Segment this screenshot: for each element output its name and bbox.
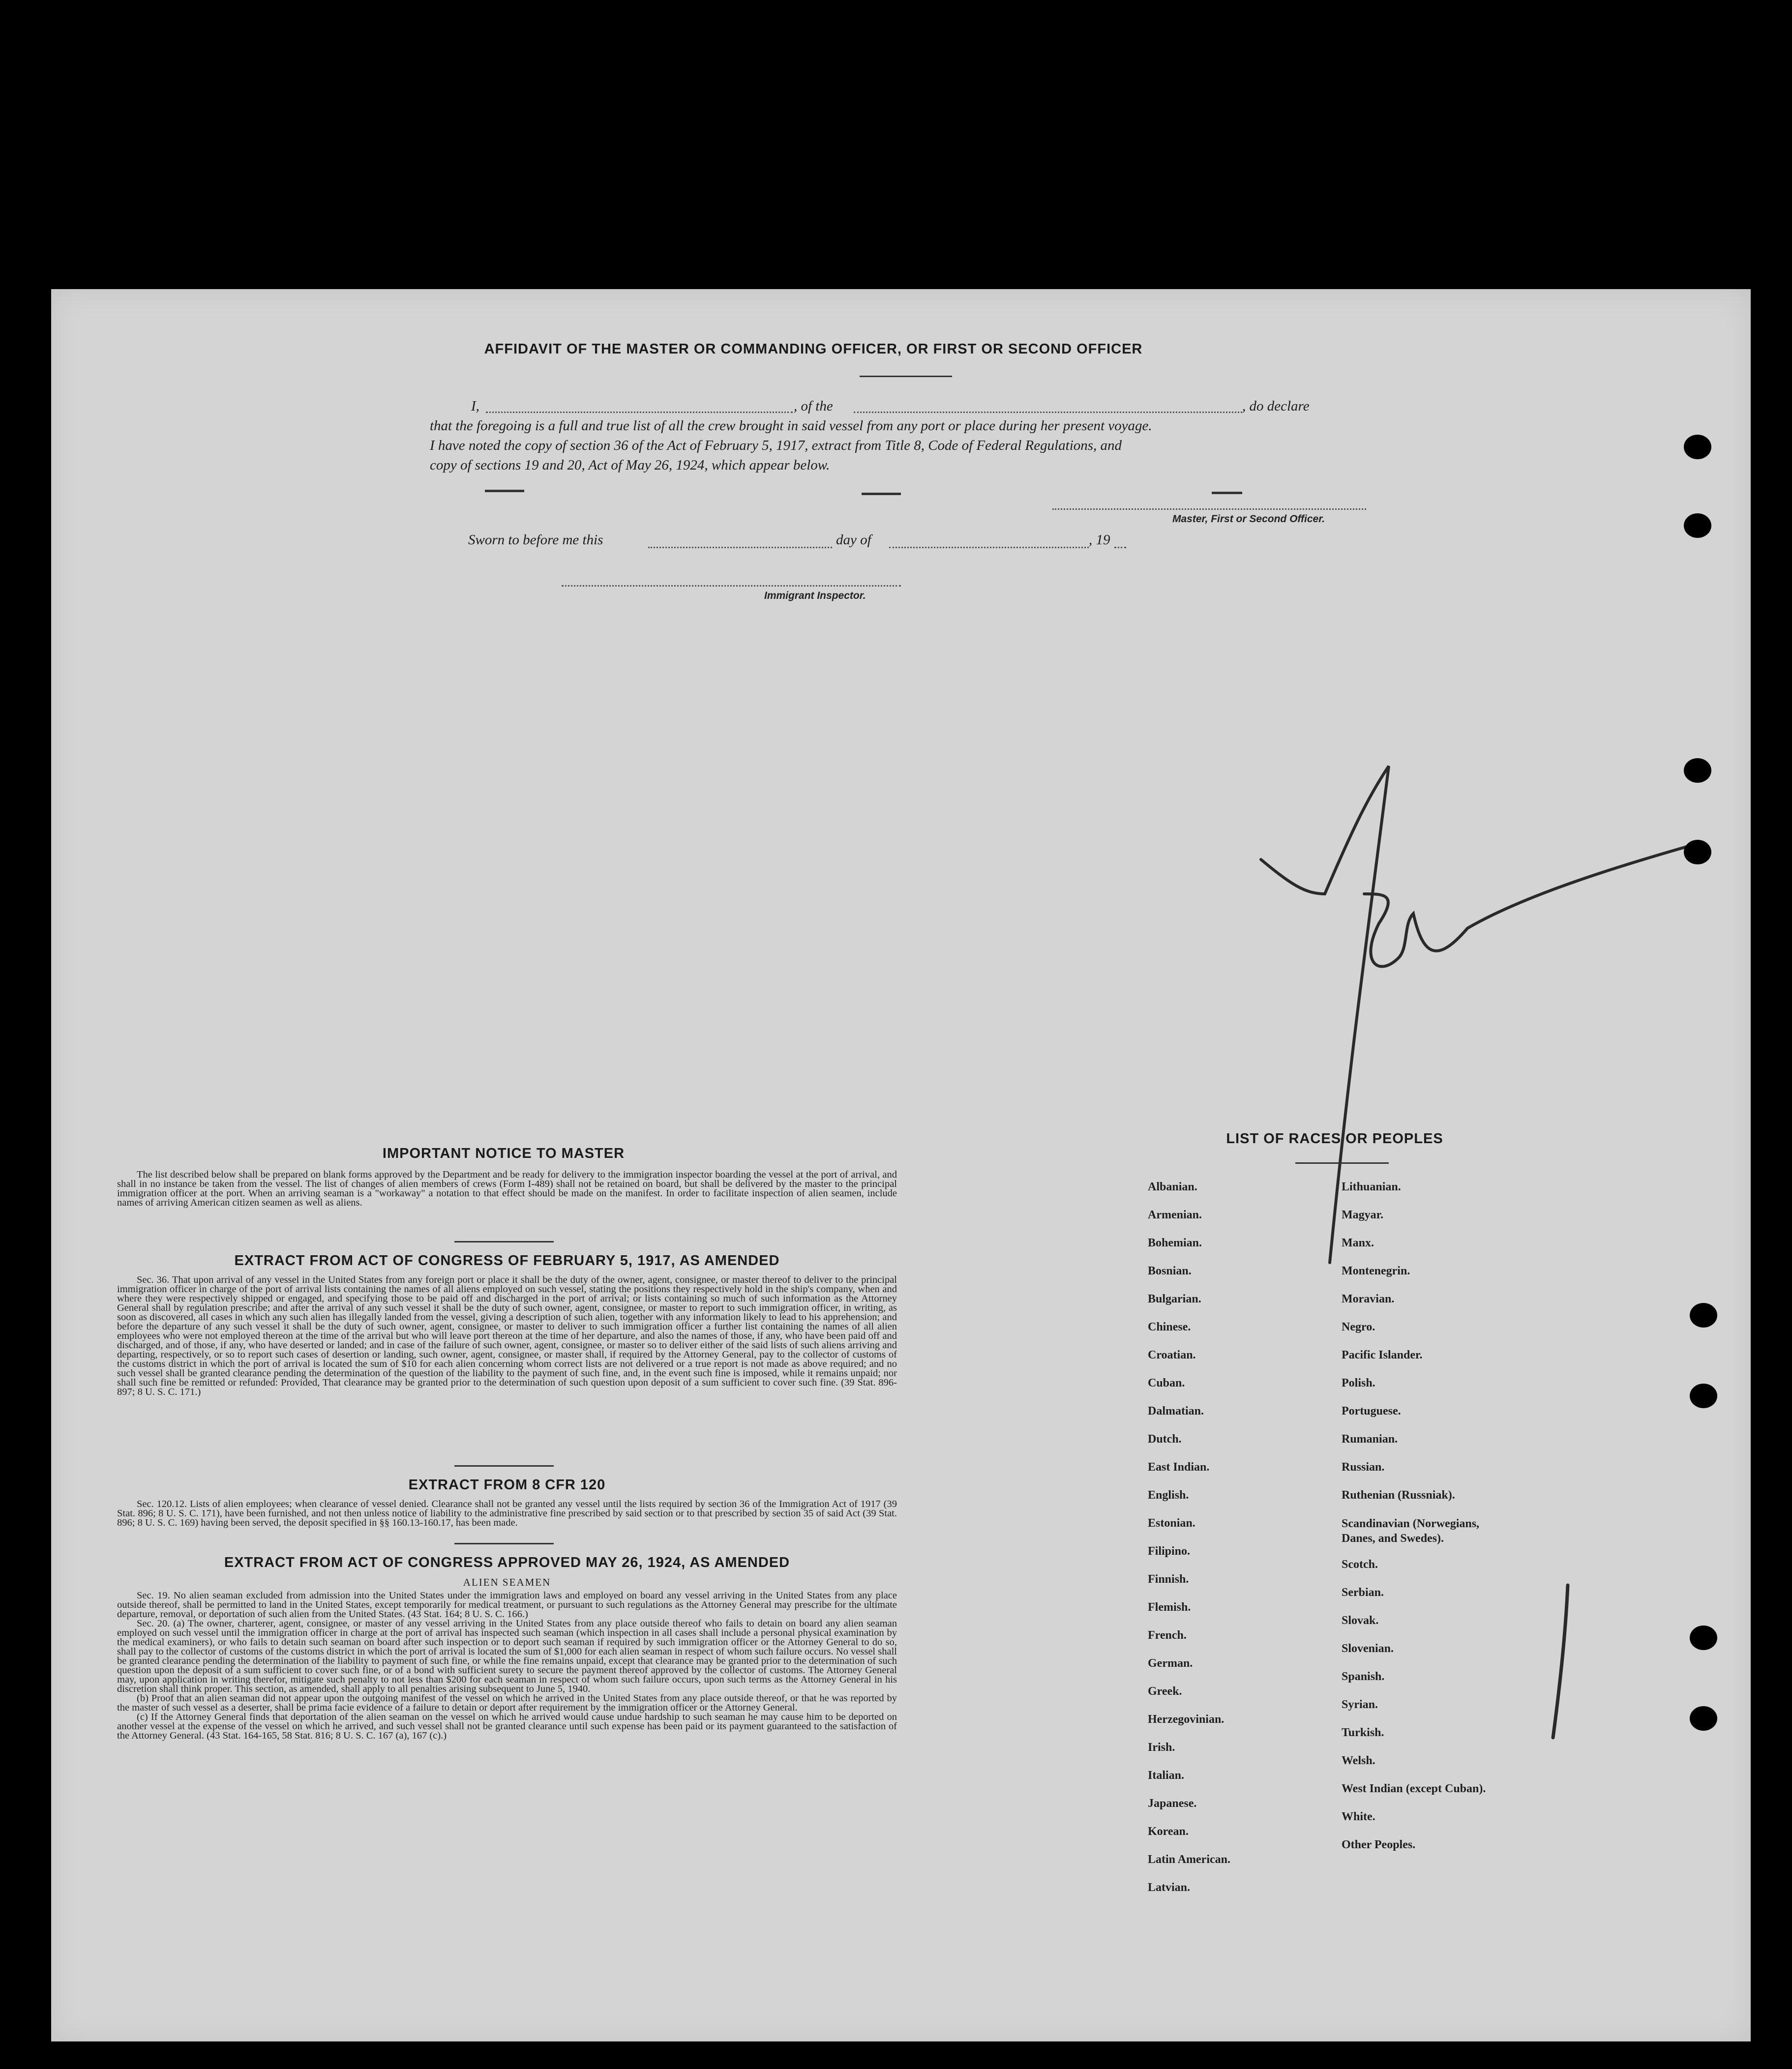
race-item: Pacific Islander.: [1342, 1349, 1423, 1361]
race-item: Dalmatian.: [1148, 1405, 1204, 1418]
race-item: Other Peoples.: [1342, 1838, 1416, 1851]
race-item: Serbian.: [1342, 1586, 1384, 1599]
race-item: Flemish.: [1148, 1601, 1191, 1614]
race-item: Latvian.: [1148, 1881, 1191, 1894]
sec-19-text: Sec. 19. No alien seaman excluded from admission into the United States under the immigration laws and employed on board any vessel arriving in the United States from any place outside thereof, shall be permitted to land in the United States, except temporarily for medical treatment, or pursuant to such regulations as the Attorney General may prescribe for the ultimate departure, removal, or deportation of such alien from the United States. (43 Stat. 164; 8 U. S. C. 166.): [117, 1590, 897, 1620]
extract-cfr-text: Sec. 120.12. Lists of alien employees; when clearance of vessel denied. Clearance shall not be granted any vessel until the lists required by section 36 of the Immigration Act of 1917 (39 Stat. 896; 8 U. S. C. 171), have been furnished, and not then unless notice of liability to the administrative fine prescribed by said section or to that prescribed by section 35 of said Act (39 Stat. 896; 8 U. S. C. 169) having been served, the deposit specified in §§ 160.13-160.17, has been made.: [117, 1499, 897, 1528]
document-sheet: [51, 289, 1751, 2041]
affidavit-title: AFFIDAVIT OF THE MASTER OR COMMANDING OFFICER, OR FIRST OR SECOND OFFICER: [484, 341, 1143, 357]
race-item: West Indian (except Cuban).: [1342, 1782, 1486, 1795]
punch-hole: [1690, 1706, 1717, 1731]
race-item: Bohemian.: [1148, 1237, 1202, 1249]
master-signature-line: [1052, 508, 1366, 510]
race-item: Welsh.: [1342, 1754, 1375, 1767]
master-signature-label: Master, First or Second Officer.: [1172, 513, 1325, 525]
race-item: Italian.: [1148, 1769, 1185, 1782]
race-item: Ruthenian (Russniak).: [1342, 1489, 1455, 1502]
race-item: Slovak.: [1342, 1614, 1379, 1627]
races-column-1: [1148, 1173, 1230, 1902]
race-item: Syrian.: [1342, 1698, 1378, 1711]
race-item: Scotch.: [1342, 1558, 1378, 1571]
punch-hole: [1684, 840, 1711, 864]
race-item: Croatian.: [1148, 1349, 1196, 1361]
notice-title: IMPORTANT NOTICE TO MASTER: [382, 1146, 625, 1161]
extract-cfr-title: EXTRACT FROM 8 CFR 120: [408, 1477, 606, 1493]
sworn-line: [468, 532, 1206, 552]
inspector-signature-line: [562, 585, 901, 587]
race-item: English.: [1148, 1489, 1189, 1502]
punch-hole: [1690, 1303, 1717, 1328]
race-item: Scandinavian (Norwegians, Danes, and Swedes).: [1342, 1517, 1480, 1545]
race-item: Armenian.: [1148, 1209, 1202, 1221]
affidavit-line-4: copy of sections 19 and 20, Act of May 26, 1924, which appear below.: [430, 457, 830, 473]
extract-1924-body: [117, 1591, 897, 1741]
sworn-month-blank: [889, 547, 1089, 548]
sec-20c-text: (c) If the Attorney General finds that deportation of the alien seaman on the vessel on which he arrived would cause undue hardship to such seaman he may cause him to be deported on another vessel at the expense of the vessel on which he arrived, and such vessel shall not be granted clearance until such expense has been paid or its payment guaranteed to the satisfaction of the Attorney General. (43 Stat. 164-165, 58 Stat. 816; 8 U. S. C. 167 (a), 167 (c).): [117, 1712, 897, 1741]
race-item: Manx.: [1342, 1237, 1374, 1249]
race-item: Cuban.: [1148, 1377, 1185, 1389]
sworn-day-of-label: day of: [836, 532, 871, 548]
name-blank: [486, 412, 793, 413]
extract-1924-subtitle: ALIEN SEAMEN: [463, 1576, 551, 1588]
sworn-year-blank: [1114, 547, 1126, 548]
divider: [454, 1543, 554, 1544]
vessel-blank: [854, 412, 1242, 413]
handwritten-stroke: [1548, 1580, 1578, 1743]
race-item: Dutch.: [1148, 1433, 1182, 1446]
race-item: Montenegrin.: [1342, 1265, 1410, 1277]
race-item: German.: [1148, 1657, 1193, 1670]
race-item: Filipino.: [1148, 1545, 1191, 1558]
race-item: East Indian.: [1148, 1461, 1210, 1474]
extract-1917-text: Sec. 36. That upon arrival of any vessel in the United States from any foreign port or place it shall be the duty of the owner, agent, consignee, or master thereof to deliver to the principal immigration officer in charge of the port of arrival lists containing the names of all aliens employed on such vessel, stating the positions they respectively hold in the ship's company, when and where they were respectively shipped or engaged, and specifying those to be paid off and discharged in the port of arrival; or lists containing so much of such information as the Attorney General shall by regulation prescribe; and after the arrival of any such vessel it shall be the duty of such owner, agent, consignee, or master to report to such immigration officer, in writing, as soon as discovered, all cases in which any such alien has illegally landed from the vessel, giving a description of such alien, together with any information likely to lead to his apprehension; and before the departure of any such vessel it shall be the duty of such owner, agent, consignee, or master to deliver to such immigration officer a further list containing the names of all alien employees who were not employed thereon at the time of the arrival but who will leave port thereon at the time of her departure, and also the names of those, if any, who have been paid off and discharged, and of those, if any, who have deserted or landed; and in case of the failure of such owner, agent, consignee, or master so to deliver either of the said lists of such aliens arriving and departing, respectively, or so to report such cases of desertion or landing, such owner, agent, consignee, or master shall, if required by the Attorney General, pay to the collector of customs of the customs district in which the port of arrival is located the sum of $10 for each alien concerning whom correct lists are not delivered or a true report is not made as above required; and no such vessel shall be granted clearance pending the determination of the question of the liability to the payment of such fine, and, in the event such fine is imposed, while it remains unpaid; nor shall such fine be remitted or refunded: Provided, That clearance may be granted prior to the determination of such question upon deposit of a sum sufficient to cover such fine. (39 Stat. 896-897; 8 U. S. C. 171.): [117, 1274, 897, 1397]
race-item: Bosnian.: [1148, 1265, 1192, 1277]
race-item: Korean.: [1148, 1825, 1189, 1838]
race-item: Greek.: [1148, 1685, 1182, 1698]
race-item: Negro.: [1342, 1321, 1375, 1333]
punch-hole: [1690, 1626, 1717, 1650]
inspector-signature-label: Immigrant Inspector.: [764, 590, 866, 601]
race-item: Russian.: [1342, 1461, 1385, 1474]
punch-hole: [1684, 513, 1711, 538]
ink-mark: [1212, 492, 1242, 494]
affidavit-do-declare-label: , do declare: [1242, 398, 1310, 414]
sworn-year-label: , 19: [1089, 532, 1110, 548]
race-item: Japanese.: [1148, 1797, 1197, 1810]
punch-hole: [1690, 1384, 1717, 1408]
affidavit-i-label: I,: [471, 398, 479, 414]
affidavit-line-2: that the foregoing is a full and true list of all the crew brought in said vessel from any port or place during her present voyage.: [430, 418, 1152, 434]
sworn-prefix: Sworn to before me this: [468, 532, 603, 548]
races-column-2: [1342, 1173, 1509, 1859]
race-item: Irish.: [1148, 1741, 1175, 1754]
ink-mark: [862, 493, 901, 495]
race-item: Spanish.: [1342, 1670, 1385, 1683]
sec-20a-text: Sec. 20. (a) The owner, charterer, agent, consignee, or master of any vessel arriving in the United States from any place outside thereof who fails to detain on board any alien seaman employed on such vessel until the immigration officer in charge at the port of arrival has inspected such seaman (which inspection in all cases shall include a personal physical examination by the medical examiners), or who fails to detain such seaman on board after such inspection or to deport such seaman if required by such immigration officer or the Attorney General to do so, shall pay to the collector of customs of the customs district in which the port of arrival is located the sum of $1,000 for each alien seaman in respect of whom such failure occurs. No vessel shall be granted clearance pending the determination of the liability to payment of such fine, or while the fine remains unpaid, except that clearance may be granted prior to the determination of such question upon the deposit of a sum sufficient to cover such fine, or of a bond with sufficient surety to secure the payment thereof approved by the collector of customs. The Attorney General may, upon application in writing therefor, mitigate such penalty to not less than $200 for each seaman in respect of whom such failure occurs, upon such terms as the Attorney General in his discretion shall think proper. This section, as amended, shall apply to all penalties arising subsequent to June 5, 1940.: [117, 1618, 897, 1694]
race-item: Herzegovinian.: [1148, 1713, 1225, 1726]
sworn-date-blank: [648, 547, 832, 548]
race-item: Portuguese.: [1342, 1405, 1401, 1418]
extract-1924-title: EXTRACT FROM ACT OF CONGRESS APPROVED MAY 26, 1924, AS AMENDED: [224, 1555, 790, 1570]
race-item: Slovenian.: [1342, 1642, 1394, 1655]
punch-hole: [1684, 758, 1711, 783]
race-item: Finnish.: [1148, 1573, 1189, 1586]
race-item: Estonian.: [1148, 1517, 1195, 1530]
notice-text: The list described below shall be prepared on blank forms approved by the Department and be ready for delivery to the immigration inspector boarding the vessel at the port of arrival, and shall in no instance be taken from the vessel. The list of changes of alien members of crews (Form I-489) shall not be retained on board, but shall be delivered by the master to the principal immigration officer at the port. When an arriving seaman is a "workaway" a notation to that effect should be made on the manifest. In order to facilitate inspection of alien seamen, include names of arriving American citizen seamen as well as aliens.: [117, 1169, 897, 1208]
race-item: Rumanian.: [1342, 1433, 1398, 1446]
race-item: Chinese.: [1148, 1321, 1191, 1333]
race-item: White.: [1342, 1810, 1375, 1823]
races-title-rule: [1295, 1162, 1389, 1164]
affidavit-of-the-label: , of the: [794, 398, 833, 414]
race-item: French.: [1148, 1629, 1187, 1642]
extract-1917-title: EXTRACT FROM ACT OF CONGRESS OF FEBRUARY 5, 1917, AS AMENDED: [234, 1253, 780, 1269]
race-item: Moravian.: [1342, 1293, 1395, 1305]
ink-mark: [485, 490, 524, 492]
race-item: Turkish.: [1342, 1726, 1384, 1739]
race-item: Magyar.: [1342, 1209, 1384, 1221]
race-item: Lithuanian.: [1342, 1181, 1401, 1193]
sec-20b-text: (b) Proof that an alien seaman did not appear upon the outgoing manifest of the vessel on which he arrived in the United States from any place outside thereof, or that he was reported by the master of such vessel as a deserter, shall be prima facie evidence of a failure to detain or deport after requirement by the immigration officer or the Attorney General.: [117, 1693, 897, 1713]
punch-hole: [1684, 435, 1711, 459]
race-item: Polish.: [1342, 1377, 1375, 1389]
race-item: Bulgarian.: [1148, 1293, 1201, 1305]
affidavit-title-rule: [860, 376, 952, 377]
races-title: LIST OF RACES OR PEOPLES: [1226, 1131, 1443, 1147]
divider: [454, 1465, 554, 1467]
race-item: Latin American.: [1148, 1853, 1230, 1866]
affidavit-body: [430, 396, 1379, 475]
affidavit-line-3: I have noted the copy of section 36 of the Act of February 5, 1917, extract from Title 8, Code of Federal Regulations, and: [430, 438, 1122, 453]
divider: [454, 1241, 554, 1242]
race-item: Albanian.: [1148, 1181, 1197, 1193]
